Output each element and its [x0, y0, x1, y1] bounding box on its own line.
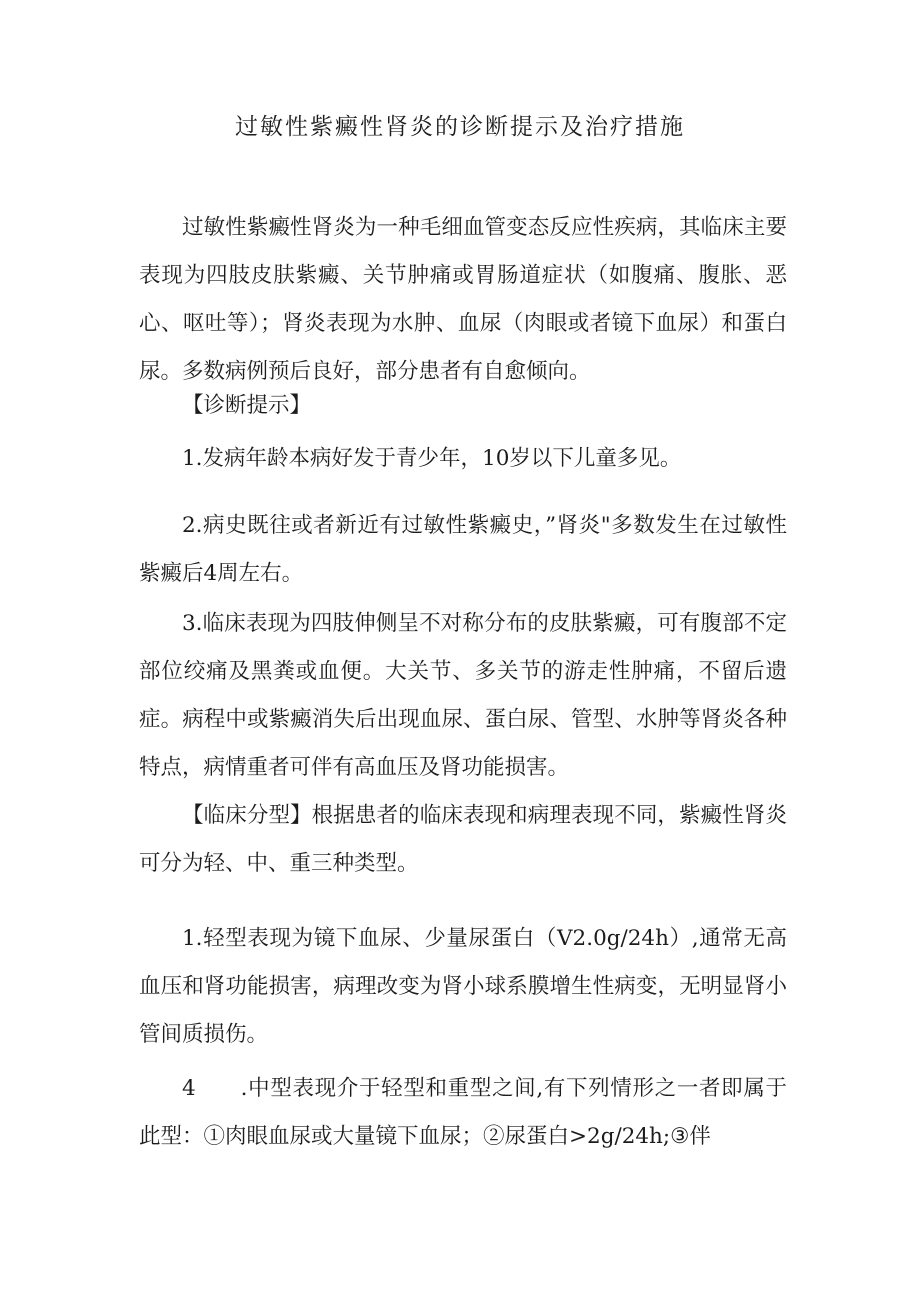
- diagnosis-item-1: 1.发病年龄本病好发于青少年，10岁以下儿童多见。: [182, 446, 682, 471]
- typing-item-4: 4 .中型表现介于轻型和重型之间,有下列情形之一者即属于此型：①肉眼血尿或大量镜下血尿；②尿蛋白>2g∕24h;③伴: [139, 1076, 787, 1149]
- typing-item-1: 1.轻型表现为镜下血尿、少量尿蛋白（V2.0g∕24h）,通常无高血压和肾功能损害，病理改变为肾小球系膜增生性病变，无明显肾小管间质损伤。: [139, 926, 787, 1047]
- intro-paragraph: 过敏性紫癜性肾炎为一种毛细血管变态反应性疾病，其临床主要表现为四肢皮肤紫癜、关节肿痛或胃肠道症状（如腹痛、腹胀、恶心、呕吐等）；肾炎表现为水肿、血尿（肉眼或者镜下血尿）和蛋白尿。多数病例预后良好，部分患者有自愈倾向。: [139, 215, 787, 384]
- diagnosis-item-2: 2.病史既往或者新近有过敏性紫癜史，”肾炎"多数发生在过敏性紫癜后4周左右。: [139, 513, 787, 586]
- document-title: 过敏性紫癜性肾炎的诊断提示及治疗措施: [235, 114, 685, 140]
- diagnosis-heading: 【诊断提示】: [182, 393, 312, 418]
- diagnosis-item-3: 3.临床表现为四肢伸侧呈不对称分布的皮肤紫癜，可有腹部不定部位绞痛及黑粪或血便。大关节、多关节的游走性肿痛，不留后遗症。病程中或紫癜消失后出现血尿、蛋白尿、管型、水肿等肾炎各种特点，病情重者可伴有高血压及肾功能损害。: [139, 611, 787, 780]
- clinical-typing-paragraph: 【临床分型】根据患者的临床表现和病理表现不同，紫癜性肾炎可分为轻、中、重三种类型。: [139, 803, 787, 876]
